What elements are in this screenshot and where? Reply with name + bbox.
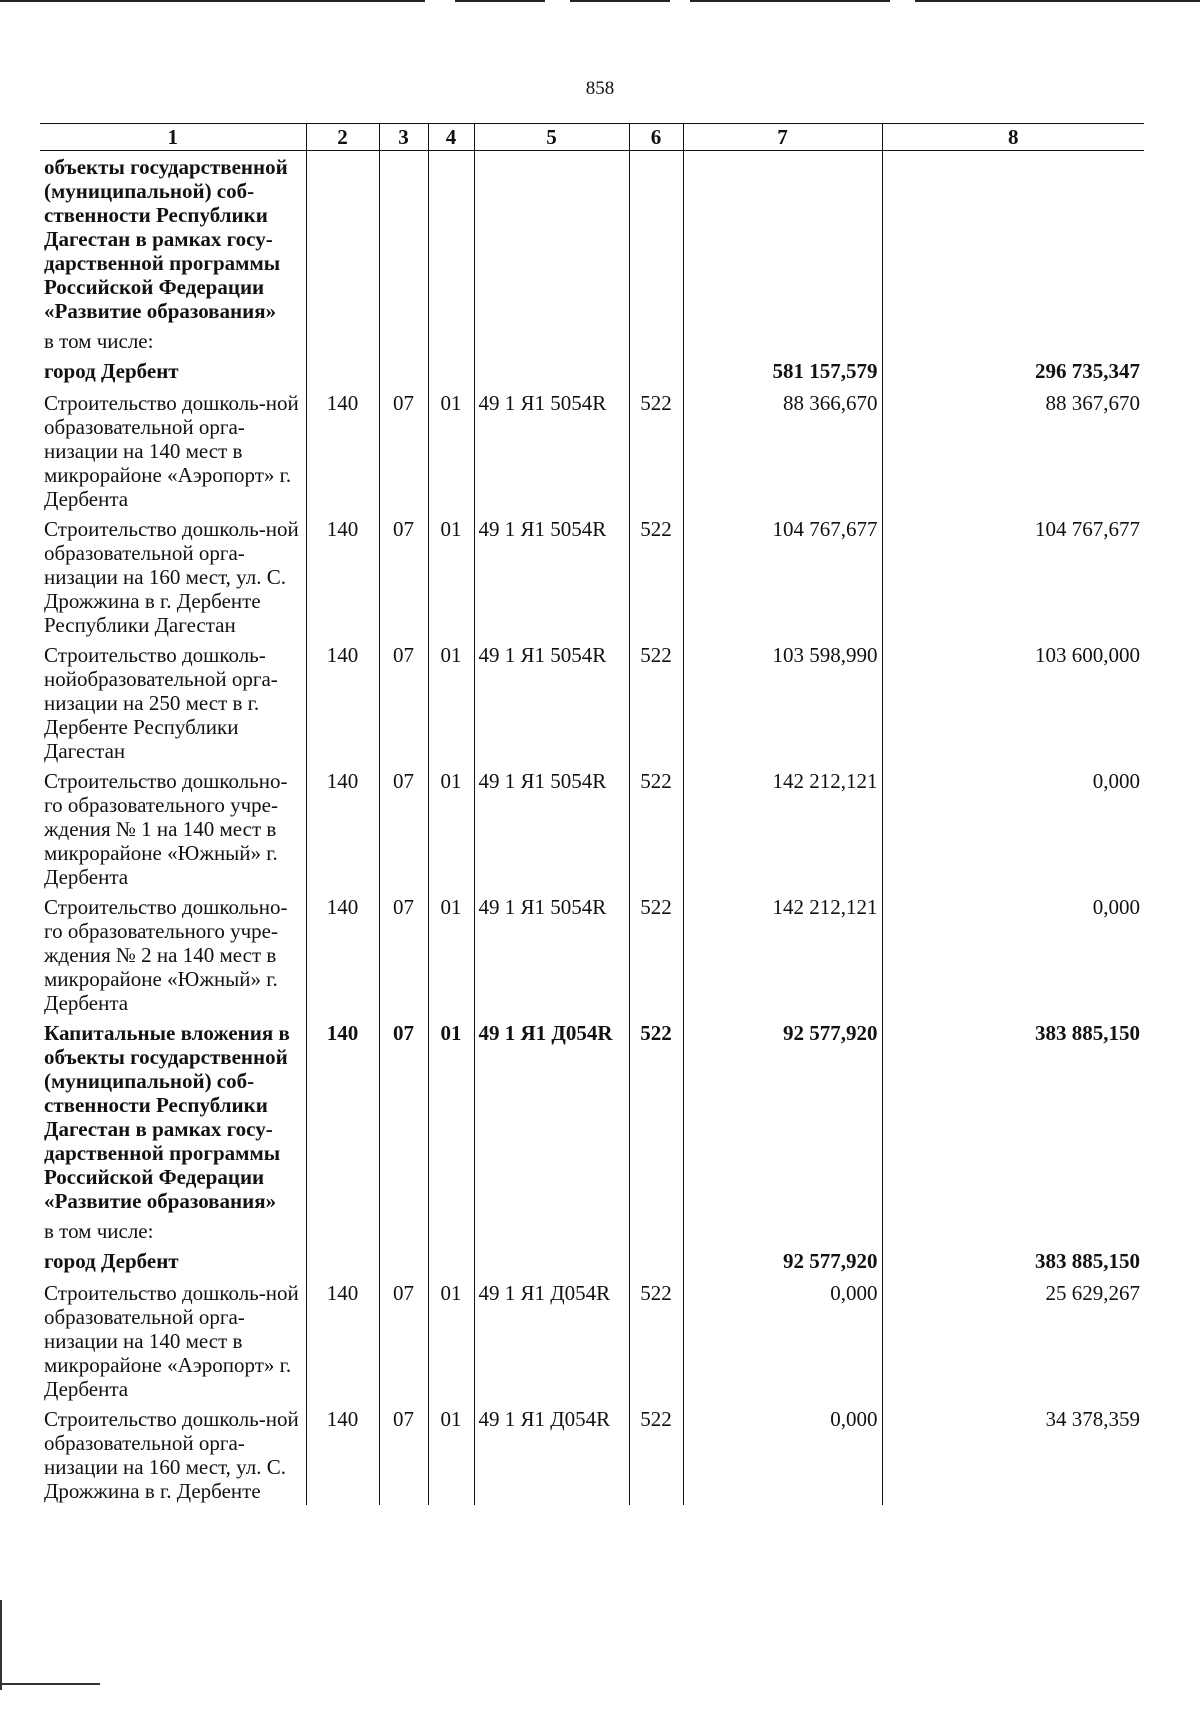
table-row [40,1403,1144,1505]
table-body [40,151,1144,1506]
target-article-cell: 49 1 Я1 5054R [474,387,629,513]
amount-col7-cell: 142 212,121 [683,765,882,891]
subsection-cell: 01 [428,513,474,639]
scan-bottom-line [0,1683,100,1685]
section-cell: 07 [379,1403,428,1505]
column-header: 2 [306,124,379,151]
expense-type-cell: 522 [629,387,683,513]
expense-type-cell [629,151,683,326]
row-name-cell: Строительство дошкольно-го образовательного учре-ждения № 1 на 140 мест в микрорайоне «Южный» г. Дербента [44,769,288,889]
amount-col7-cell: 0,000 [683,1403,882,1505]
target-article-cell: 49 1 Я1 Д054R [474,1403,629,1505]
section-cell: 07 [379,1277,428,1403]
target-article-cell [474,325,629,355]
column-header: 7 [683,124,882,151]
row-name-cell: Строительство дошколь-ной образовательной орга-низации на 160 мест, ул. С. Дрожжина в г. Дербенте Республики Дагестан [44,517,299,637]
target-article-cell: 49 1 Я1 5054R [474,765,629,891]
subsection-cell [428,151,474,326]
target-article-cell: 49 1 Я1 5054R [474,639,629,765]
table-row [40,765,1144,891]
expense-type-cell: 522 [629,639,683,765]
page-number: 858 [585,78,615,99]
code-cell: 140 [306,513,379,639]
target-article-cell [474,1215,629,1245]
subsection-cell: 01 [428,1017,474,1215]
expense-type-cell [629,325,683,355]
code-cell: 140 [306,1403,379,1505]
target-article-cell: 49 1 Я1 Д054R [474,1277,629,1403]
subsection-cell: 01 [428,387,474,513]
row-name-cell: Строительство дошкольно-го образовательного учре-ждения № 2 на 140 мест в микрорайоне «Южный» г. Дербента [44,895,288,1015]
target-article-cell: 49 1 Я1 Д054R [474,1017,629,1215]
section-cell: 07 [379,891,428,1017]
table-row [40,387,1144,513]
section-cell [379,325,428,355]
subsection-cell [428,1215,474,1245]
column-header: 4 [428,124,474,151]
row-name-cell: Капитальные вложения в объекты государственной (муниципальной) соб-ственности Республики Дагестан в рамках госу-дарственной программы Российской Федерации «Развитие образования» [44,1021,290,1213]
code-cell [306,1215,379,1245]
amount-col7-cell: 92 577,920 [683,1017,882,1215]
amount-col8-cell: 25 629,267 [882,1277,1144,1403]
expense-type-cell [629,1245,683,1277]
amount-col8-cell: 88 367,670 [882,387,1144,513]
amount-col7-cell: 581 157,579 [683,355,882,387]
amount-col7-cell: 103 598,990 [683,639,882,765]
section-cell [379,151,428,326]
code-cell: 140 [306,1277,379,1403]
target-article-cell [474,355,629,387]
expense-type-cell: 522 [629,1277,683,1403]
row-name-cell: в том числе: [44,1219,154,1243]
subsection-cell [428,1245,474,1277]
amount-col8-cell: 34 378,359 [882,1403,1144,1505]
amount-col8-cell [882,151,1144,326]
scan-edge-lines [0,0,1200,4]
subsection-cell [428,325,474,355]
expense-type-cell: 522 [629,765,683,891]
table-row [40,151,1144,326]
table-row [40,1245,1144,1277]
amount-col8-cell: 104 767,677 [882,513,1144,639]
amount-col7-cell: 104 767,677 [683,513,882,639]
section-cell [379,1215,428,1245]
amount-col8-cell [882,325,1144,355]
code-cell [306,355,379,387]
row-name-cell: город Дербент [44,1249,179,1273]
amount-col8-cell [882,1215,1144,1245]
row-name-cell: Строительство дошколь-ной образовательной орга-низации на 160 мест, ул. С. Дрожжина в г. Дербенте [44,1407,299,1503]
amount-col7-cell: 0,000 [683,1277,882,1403]
section-cell [379,355,428,387]
amount-col7-cell: 92 577,920 [683,1245,882,1277]
subsection-cell: 01 [428,1403,474,1505]
table-row [40,355,1144,387]
target-article-cell [474,1245,629,1277]
subsection-cell: 01 [428,891,474,1017]
row-name-cell: в том числе: [44,329,154,353]
code-cell [306,325,379,355]
section-cell: 07 [379,387,428,513]
section-cell: 07 [379,765,428,891]
code-cell: 140 [306,387,379,513]
expense-type-cell [629,1215,683,1245]
column-header: 3 [379,124,428,151]
expense-type-cell [629,355,683,387]
expense-type-cell: 522 [629,891,683,1017]
subsection-cell [428,355,474,387]
target-article-cell: 49 1 Я1 5054R [474,891,629,1017]
amount-col8-cell: 0,000 [882,891,1144,1017]
code-cell: 140 [306,1017,379,1215]
expense-type-cell: 522 [629,513,683,639]
row-name-cell: Строительство дошколь-ной образовательной орга-низации на 140 мест в микрорайоне «Аэропорт» г. Дербента [44,1281,299,1401]
row-name-cell: объекты государственной (муниципальной) соб-ственности Республики Дагестан в рамках госу-дарственной программы Российской Федерации «Развитие образования» [44,155,288,323]
amount-col8-cell: 383 885,150 [882,1245,1144,1277]
subsection-cell: 01 [428,639,474,765]
code-cell: 140 [306,891,379,1017]
subsection-cell: 01 [428,765,474,891]
amount-col7-cell [683,151,882,326]
section-cell: 07 [379,1017,428,1215]
table-row [40,1017,1144,1215]
target-article-cell [474,151,629,326]
amount-col7-cell [683,1215,882,1245]
amount-col8-cell: 0,000 [882,765,1144,891]
amount-col8-cell: 383 885,150 [882,1017,1144,1215]
row-name-cell: Строительство дошколь-нойобразовательной орга-низации на 250 мест в г. Дербенте Республики Дагестан [44,643,278,763]
table-row [40,639,1144,765]
code-cell: 140 [306,639,379,765]
target-article-cell: 49 1 Я1 5054R [474,513,629,639]
column-header: 6 [629,124,683,151]
amount-col7-cell: 142 212,121 [683,891,882,1017]
table-row [40,1277,1144,1403]
column-header: 8 [882,124,1144,151]
scan-margin-line [0,1600,2,1690]
column-header: 1 [40,124,306,151]
amount-col8-cell: 296 735,347 [882,355,1144,387]
expense-type-cell: 522 [629,1403,683,1505]
code-cell [306,1245,379,1277]
section-cell: 07 [379,513,428,639]
expense-type-cell: 522 [629,1017,683,1215]
amount-col7-cell [683,325,882,355]
amount-col7-cell: 88 366,670 [683,387,882,513]
amount-col8-cell: 103 600,000 [882,639,1144,765]
table-row [40,891,1144,1017]
code-cell: 140 [306,765,379,891]
column-header: 5 [474,124,629,151]
table-row [40,513,1144,639]
table-row [40,1215,1144,1245]
section-cell: 07 [379,639,428,765]
section-cell [379,1245,428,1277]
table-header-row [40,124,1144,151]
row-name-cell: город Дербент [44,359,179,383]
table-row [40,325,1144,355]
budget-table [40,123,1144,1505]
row-name-cell: Строительство дошколь-ной образовательной орга-низации на 140 мест в микрорайоне «Аэропорт» г. Дербента [44,391,299,511]
subsection-cell: 01 [428,1277,474,1403]
code-cell [306,151,379,326]
